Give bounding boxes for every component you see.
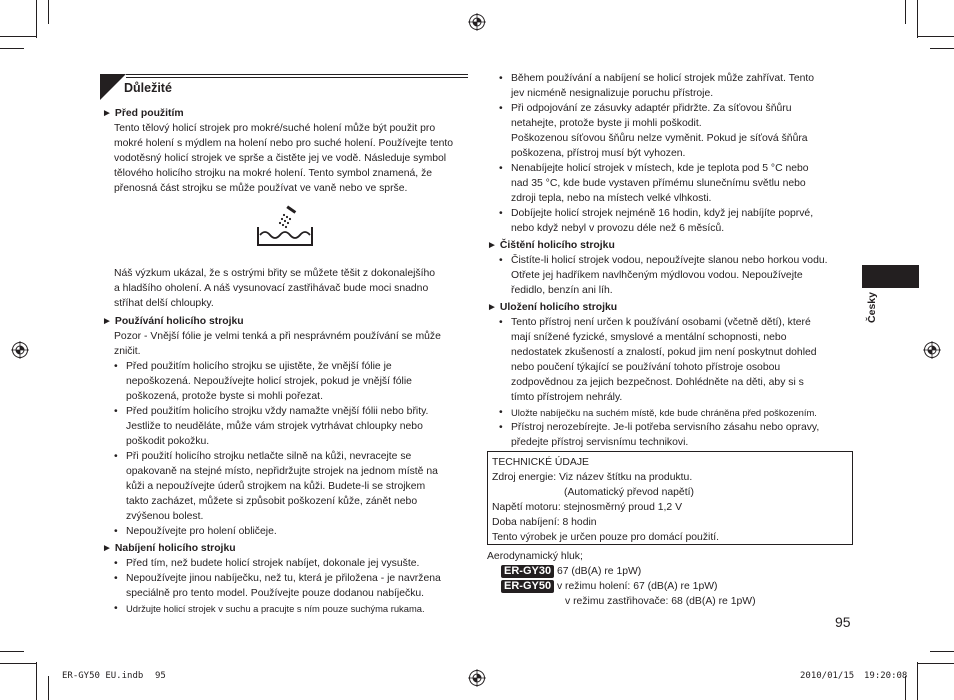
text-line: netahejte, protože byste ji mohli poškodit. [511,118,702,129]
text-line: • Tento přístroj není určen k používání osobami (včetně dětí), které [511,317,811,328]
crop-mark [930,48,954,49]
section-title-text: Čištění holicího strojku [499,240,615,251]
paragraph [102,266,470,311]
bullet-list [102,556,470,616]
noise-row [487,579,857,594]
text-line: • Před použitím holicího strojku se ujistěte, že vnější fólie je [126,361,392,372]
text-line: Tento tělový holicí strojek pro mokré/suché holení může být použit pro [114,123,436,134]
text-line: zodpovědnou za jejich bezpečnost. Dohlédněte na děti, aby si s [511,377,804,388]
crop-mark [905,0,906,24]
list-item [102,601,470,616]
registration-mark-icon [11,341,29,359]
text-line: Otřete jej hadříkem navlhčeným mýdlovou vodou. Nepoužívejte [511,270,803,281]
text-line: • Udržujte holicí strojek v suchu a pracujte s ním pouze suchýma rukama. [126,603,425,614]
crop-mark [0,663,36,664]
crop-mark [0,48,24,49]
tech-power-sub: (Automatický převod napětí) [564,487,694,498]
text-line: • Nenabíjejte holicí strojek v místech, kde je teplota pod 5 °C nebo [511,163,809,174]
crop-mark [36,662,37,700]
noise-value: v režimu holení: 67 (dB(A) re 1pW) [556,581,718,592]
list-item [102,524,470,539]
model-badge: ER-GY50 [501,580,554,593]
text-line: stříhat delší chloupky. [114,298,214,309]
text-line: Náš výzkum ukázal, že s ostrými břity se můžete těšit z dokonalejšího [114,268,436,279]
text-line: nebo když nebyl v provozu déle než 6 měsíců. [511,223,725,234]
text-line: • Uložte nabíječku na suchém místě, kde bude chráněna před poškozením. [511,407,817,418]
section-title-text: Nabíjení holicího strojku [114,543,236,554]
footer-date: 2010/01/15 [800,671,855,681]
triangle-bullet-icon: ► [487,302,497,313]
text-line: kůži a nepoužívejte úderů strojkem na kůži. Budete-li se strojkem [126,481,426,492]
text-line: • Nepoužívejte pro holení obličeje. [126,526,277,537]
registration-mark-icon [468,13,486,31]
noise-value: v režimu zastřihovače: 68 (dB(A) re 1pW) [565,596,756,607]
triangle-bullet-icon: ► [487,240,497,251]
section-title-before-use [102,106,470,121]
crop-mark [0,36,36,37]
list-item [487,161,857,206]
crop-mark [48,676,49,700]
text-line: • Nepoužívejte jinou nabíječku, než tu, která je přiložena - je navržena [126,573,441,584]
section-title-using [102,314,470,329]
text-line: ředidlo, benzín ani líh. [511,285,613,296]
text-line: mají snížené fyzické, smyslové a mentální schopnosti, nebo [511,332,787,343]
text-line: • Při odpojování ze zásuvky adaptér přidržte. Za síťovou šňůru [511,103,792,114]
list-item [102,359,470,404]
registration-mark-icon [468,669,486,687]
noise-label: Aerodynamický hluk; [487,551,583,562]
registration-mark-icon [923,341,941,359]
noise-value: 67 (dB(A) re 1pW) [556,566,642,577]
language-tab [862,265,919,288]
left-column-continued [102,266,470,616]
text-line: • Během používání a nabíjení se holicí strojek může zahřívat. Tento [511,73,815,84]
language-label: Česky [866,292,878,323]
crop-mark [0,651,24,652]
text-line: • Před tím, než budete holicí strojek nabíjet, dokonale jej vysušte. [126,558,420,569]
text-line: opakovaně na stejné místo, nepřidržujte strojek na jednom místě na [126,466,438,477]
heading-rule [126,77,468,78]
section-title-charging [102,541,470,556]
list-item [487,101,857,161]
footer-file: ER-GY50 EU.indb [62,671,144,681]
crop-mark [917,0,918,38]
text-line: nebo poučení týkající se používání tohoto přístroje osobou [511,362,781,373]
text-line: • Čistíte-li holicí strojek vodou, nepoužívejte slanou nebo horkou vodu. [511,255,828,266]
list-item [487,206,857,236]
crop-mark [918,36,954,37]
tech-motor: Napětí motoru: stejnosměrný proud 1,2 V [492,502,683,513]
list-item [487,71,857,101]
section-title-storage [487,300,857,315]
list-item [102,449,470,524]
text-line: vodotěsný holicí strojek ve sprše a čistěte jej ve vodě. Následuje symbol [114,153,447,164]
bullet-list [487,253,857,298]
text-line: • Přístroj nerozebírejte. Je-li potřeba servisního zásahu nebo opravy, [511,422,820,433]
tech-power: Zdroj energie: Viz název štítku na produktu. [492,472,693,483]
text-line: poškozená, protože byste si mohli pořezat. [126,391,323,402]
text-line: Jestliže to neuděláte, může vám strojek vytrhávat chloupky nebo [126,421,423,432]
list-item [102,571,470,601]
text-line: a hladšího oholení. A náš vysunovací zastřihávač bude moci snadno [114,283,429,294]
heading-rule [126,74,468,75]
text-line: nad 35 °C, kde bude vystaven přímému slunečnímu světlu nebo [511,178,806,189]
list-item [487,405,857,420]
text-line: takto zacházet, můžete si způsobit poškození kůže, zánět nebo [126,496,418,507]
text-line: zvýšenou bolest. [126,511,204,522]
page-title: Důležité [124,81,172,95]
list-item [487,253,857,298]
tech-title: TECHNICKÉ ÚDAJE [492,457,589,468]
heading-corner-triangle [100,74,126,100]
text-line: mokré holení s mýdlem na holení nebo pro suché holení. Používejte tento [114,138,454,149]
tech-charge: Doba nabíjení: 8 hodin [492,517,597,528]
text-line: • Před použitím holicího strojku vždy namažte vnější fólii nebo břity. [126,406,429,417]
noise-row [487,564,857,579]
crop-mark [918,663,954,664]
list-item [487,420,857,450]
text-line: • Dobíjejte holicí strojek nejméně 16 hodin, když jej nabíjíte poprvé, [511,208,814,219]
text-line: poškodit pokožku. [126,436,210,447]
section-title-text: Před použitím [114,108,184,119]
tech-home-use: Tento výrobek je určen pouze pro domácí použití. [492,532,719,543]
crop-mark [917,662,918,700]
right-column [487,71,857,450]
text-line: poškozena, přístroj musí být vyhozen. [511,148,686,159]
crop-mark [36,0,37,38]
bullet-list [487,71,857,236]
text-line: tímto přístrojem nehrály. [511,392,623,403]
shower-bath-symbol-icon [256,205,314,249]
text-line: přenosná část strojku se může používat ve vaně nebo ve sprše. [114,183,408,194]
text-line: zničit. [114,346,141,357]
left-column [102,106,470,196]
bullet-list [487,315,857,450]
text-line: zdroji tepla, nebo na místech velké vlhkosti. [511,193,712,204]
paragraph [102,329,470,359]
text-line: jev nicméně nesignalizuje poruchu přístroje. [511,88,714,99]
text-line: nepoškozená. Nepoužívejte holicí strojek, pokud je vnější fólie [126,376,412,387]
noise-section [487,549,857,609]
section-title-text: Uložení holicího strojku [499,302,618,313]
triangle-bullet-icon: ► [102,543,112,554]
model-badge: ER-GY30 [501,565,554,578]
text-line: Poškozenou síťovou šňůru nelze vyměnit. Pokud je síťová šňůra [511,133,808,144]
text-line: tělového holicího strojku na mokré holení. Tento symbol znamená, že [114,168,433,179]
text-line: předejte přístroj servisnímu technikovi. [511,437,689,448]
page-number: 95 [835,614,851,630]
section-heading [100,74,468,100]
technical-data-box [487,451,853,545]
crop-mark [48,0,49,24]
text-line: Pozor - Vnější fólie je velmi tenká a při nesprávném používání se může [114,331,441,342]
bullet-list [102,359,470,539]
footer-page: 95 [155,671,166,681]
list-item [487,315,857,405]
list-item [102,404,470,449]
footer-time: 19:20:08 [864,671,908,681]
section-title-cleaning [487,238,857,253]
crop-mark [930,651,954,652]
triangle-bullet-icon: ► [102,108,112,119]
list-item [102,556,470,571]
triangle-bullet-icon: ► [102,316,112,327]
text-line: • Při použití holicího strojku netlačte silně na kůži, nevracejte se [126,451,412,462]
section-title-text: Používání holicího strojku [114,316,244,327]
text-line: nedostatek zkušeností a znalostí, pokud jim není poskytnut dohled [511,347,817,358]
text-line: speciálně pro tento model. Používejte pouze dodanou nabíječku. [126,588,425,599]
paragraph [102,121,470,196]
